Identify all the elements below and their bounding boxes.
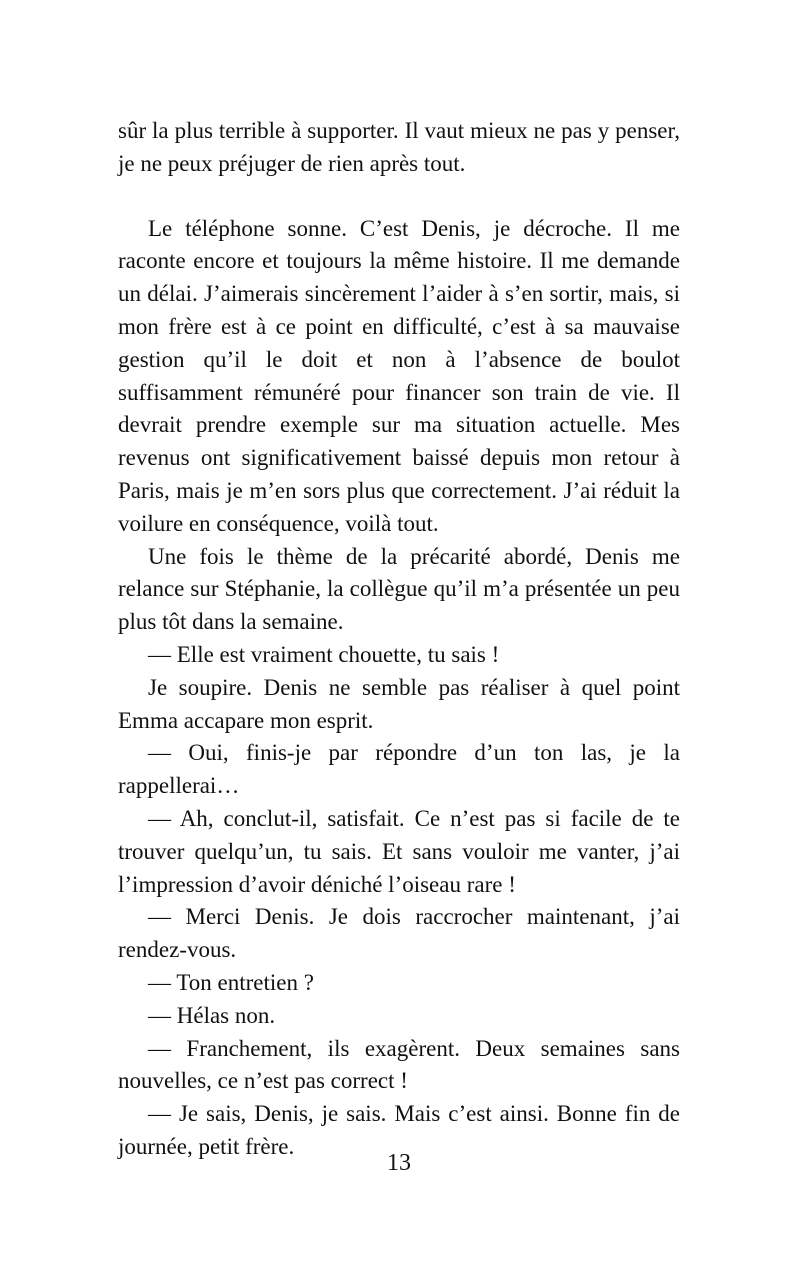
page-number: 13 [387, 1150, 411, 1176]
dialogue-line: — Oui, finis-je par répondre d’un ton las, je la rappellerai… [118, 740, 680, 799]
paragraph: Je soupire. Denis ne semble pas réaliser à quel point Emma accapare mon esprit. [118, 674, 680, 733]
dialogue-line: — Je sais, Denis, je sais. Mais c’est ainsi. Bonne fin de journée, petit frère. [118, 1101, 680, 1159]
paragraph: Une fois le thème de la précarité abordé, Denis me relance sur Stéphanie, la collègue qu’il m’a présentée un peu plus tôt dans la semaine. [118, 543, 680, 635]
dialogue-line: — Ton entretien ? [148, 969, 314, 995]
dialogue-line: — Franchement, ils exagèrent. Deux semaines sans nouvelles, ce n’est pas correct ! [118, 1035, 680, 1094]
dialogue-line: — Elle est vraiment chouette, tu sais ! [148, 641, 500, 667]
paragraph-continuation: sûr la plus terrible à supporter. Il vaut mieux ne pas y penser, je ne peux préjuger de rien après tout. [118, 118, 680, 176]
dialogue-line: — Hélas non. [148, 1002, 276, 1028]
dialogue-line: — Ah, conclut-il, satisfait. Ce n’est pas si facile de te trouver quelqu’un, tu sais. Et sans vouloir me vanter, j’ai l’impression d’avoir déniché l’oiseau rare ! [118, 805, 680, 897]
paragraph: Le téléphone sonne. C’est Denis, je décroche. Il me raconte encore et toujours la même histoire. Il me demande un délai. J’aimerais sincèrement l’aider à s’en sortir, mais, si mon frère est à ce point en difficulté, c’est à sa mauvaise gestion qu’il le doit et non à l’absence de boulot suffisamment rémunéré pour financer son train de vie. Il devrait prendre exemple sur ma situation actuelle. Mes revenus ont significativement baissé depuis mon retour à Paris, mais je m’en sors plus que correctement. J’ai réduit la voilure en conséquence, voilà tout. [118, 215, 680, 536]
body-text [118, 115, 680, 1164]
dialogue-line: — Merci Denis. Je dois raccrocher maintenant, j’ai rendez-vous. [118, 904, 680, 963]
